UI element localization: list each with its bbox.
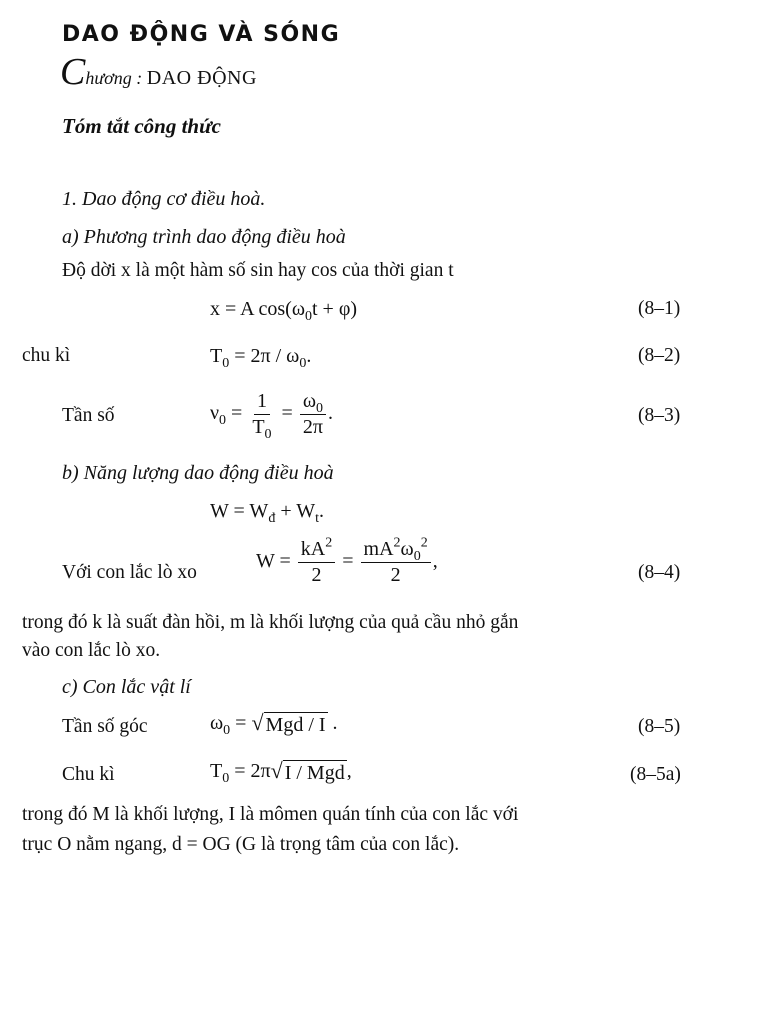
equation-8-3: $\nu_0$ = $\frac{1}{T_0}$ = $\frac{\omega_0}{2\pi}$ . bbox=[210, 390, 333, 442]
section-1-heading: 1. Dao động cơ điều hoà. bbox=[62, 188, 266, 210]
tan-so-label: Tần số bbox=[62, 405, 115, 426]
intro-text: Độ dời x là một hàm số sin hay cos của thời gian t bbox=[62, 260, 454, 281]
equation-8-5a: $T_0 = 2\pi$ √ I / Mgd , bbox=[210, 758, 352, 786]
section-c-heading: c) Con lắc vật lí bbox=[62, 676, 191, 698]
energy-equation: $W = W_đ + W_t$. bbox=[210, 500, 324, 526]
paragraph-k-m-line-2: vào con lắc lò xo. bbox=[22, 640, 161, 661]
angular-frequency-label: Tần số góc bbox=[62, 716, 148, 737]
summary-heading: Tóm tắt công thức bbox=[62, 114, 221, 138]
equation-8-5: $\omega_0$ = √ Mgd / I . bbox=[210, 710, 338, 738]
equation-8-4: W = $\frac{kA^2}{2}$ = $\frac{mA^2\omega_0^2}{2}$ , bbox=[256, 535, 438, 586]
equation-8-2: $T_0 = 2\pi / \omega_0$. bbox=[210, 345, 312, 371]
paragraph-m-i-line-1: trong đó M là khối lượng, I là mômen quán tính của con lắc với bbox=[22, 804, 519, 825]
chapter-name: DAO ĐỘNG bbox=[146, 67, 257, 89]
chapter-colon: : bbox=[131, 68, 147, 88]
equation-number-8-4: (8–4) bbox=[638, 562, 681, 583]
equation-number-8-1: (8–1) bbox=[638, 298, 681, 319]
equation-number-8-5a: (8–5a) bbox=[630, 764, 681, 785]
chapter-word: hương bbox=[85, 68, 132, 88]
equation-number-8-3: (8–3) bbox=[638, 405, 681, 426]
paragraph-k-m-line-1: trong đó k là suất đàn hồi, m là khối lượng của quả cầu nhỏ gắn bbox=[22, 612, 519, 633]
spring-pendulum-label: Với con lắc lò xo bbox=[62, 562, 197, 583]
paragraph-m-i-line-2: trục O nằm ngang, d = OG (G là trọng tâm của con lắc). bbox=[22, 834, 460, 855]
chapter-initial: C bbox=[60, 51, 86, 93]
period-label: Chu kì bbox=[62, 764, 115, 785]
section-a-heading: a) Phương trình dao động điều hoà bbox=[62, 226, 346, 248]
book-title: DAO ĐỘNG VÀ SÓNG bbox=[62, 22, 341, 47]
equation-number-8-2: (8–2) bbox=[638, 345, 681, 366]
equation-number-8-5: (8–5) bbox=[638, 716, 681, 737]
chu-ki-label: chu kì bbox=[22, 345, 71, 366]
section-b-heading: b) Năng lượng dao động điều hoà bbox=[62, 462, 334, 484]
chapter-heading bbox=[60, 50, 257, 94]
equation-8-1: x = A $\cos(\omega_0t + \varphi)$ bbox=[210, 298, 358, 324]
